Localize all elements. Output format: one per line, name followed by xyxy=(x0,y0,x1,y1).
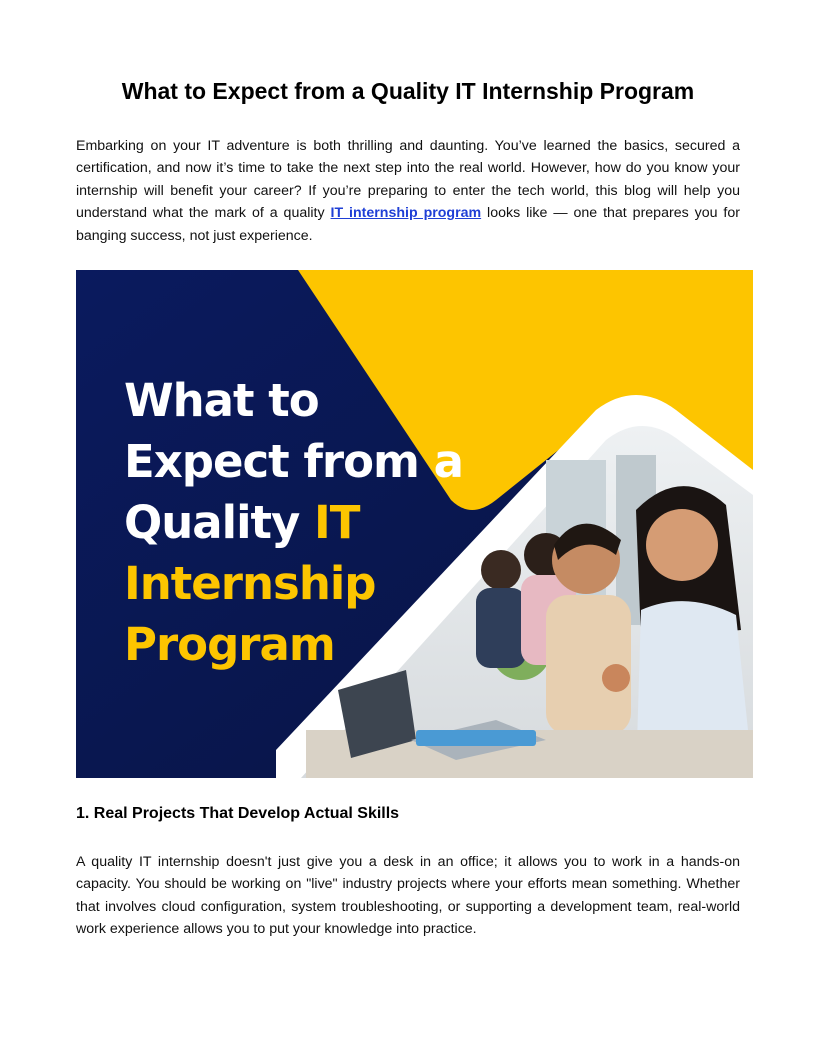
it-internship-program-link[interactable]: IT internship program xyxy=(330,205,482,222)
intro-text-before-link: Embarking on your IT adventure is both thrilling and daunting. You’ve learned the basics, secured a certification, and now it’s time to take the next step into the real world. However, how do you know your internship will benefit your career? If you’re preparing to enter the tech world, this blog will help you understand what the mark of a quality xyxy=(76,138,740,222)
banner-line-3-white: Quality xyxy=(124,496,315,549)
intro-text-after-link: looks like — one that prepares you for banging success, not just experience. xyxy=(76,205,740,244)
banner-line-2: Expect from a xyxy=(124,435,463,488)
page-title: What to Expect from a Quality IT Internship Program xyxy=(121,78,695,104)
banner-image xyxy=(76,270,753,778)
banner-line-3 xyxy=(124,492,463,553)
section-1-paragraph: A quality IT internship doesn't just give you a desk in an office; it allows you to work in a hands-on capacity. You should be working on "live" industry projects where your efforts mean something. Whether that involves cloud configuration, system troubleshooting, or supporting a development team, real-world work experience allows you to put your knowledge into practice. xyxy=(76,854,740,938)
section-1-heading: 1. Real Projects That Develop Actual Skills xyxy=(76,805,400,822)
banner-line-3-yellow: IT xyxy=(314,496,360,549)
intro-paragraph xyxy=(76,135,740,247)
banner-line-1: What to xyxy=(124,374,319,427)
banner-line-4: Internship xyxy=(124,557,376,610)
banner-line-5: Program xyxy=(124,618,335,671)
banner-headline xyxy=(124,370,463,675)
